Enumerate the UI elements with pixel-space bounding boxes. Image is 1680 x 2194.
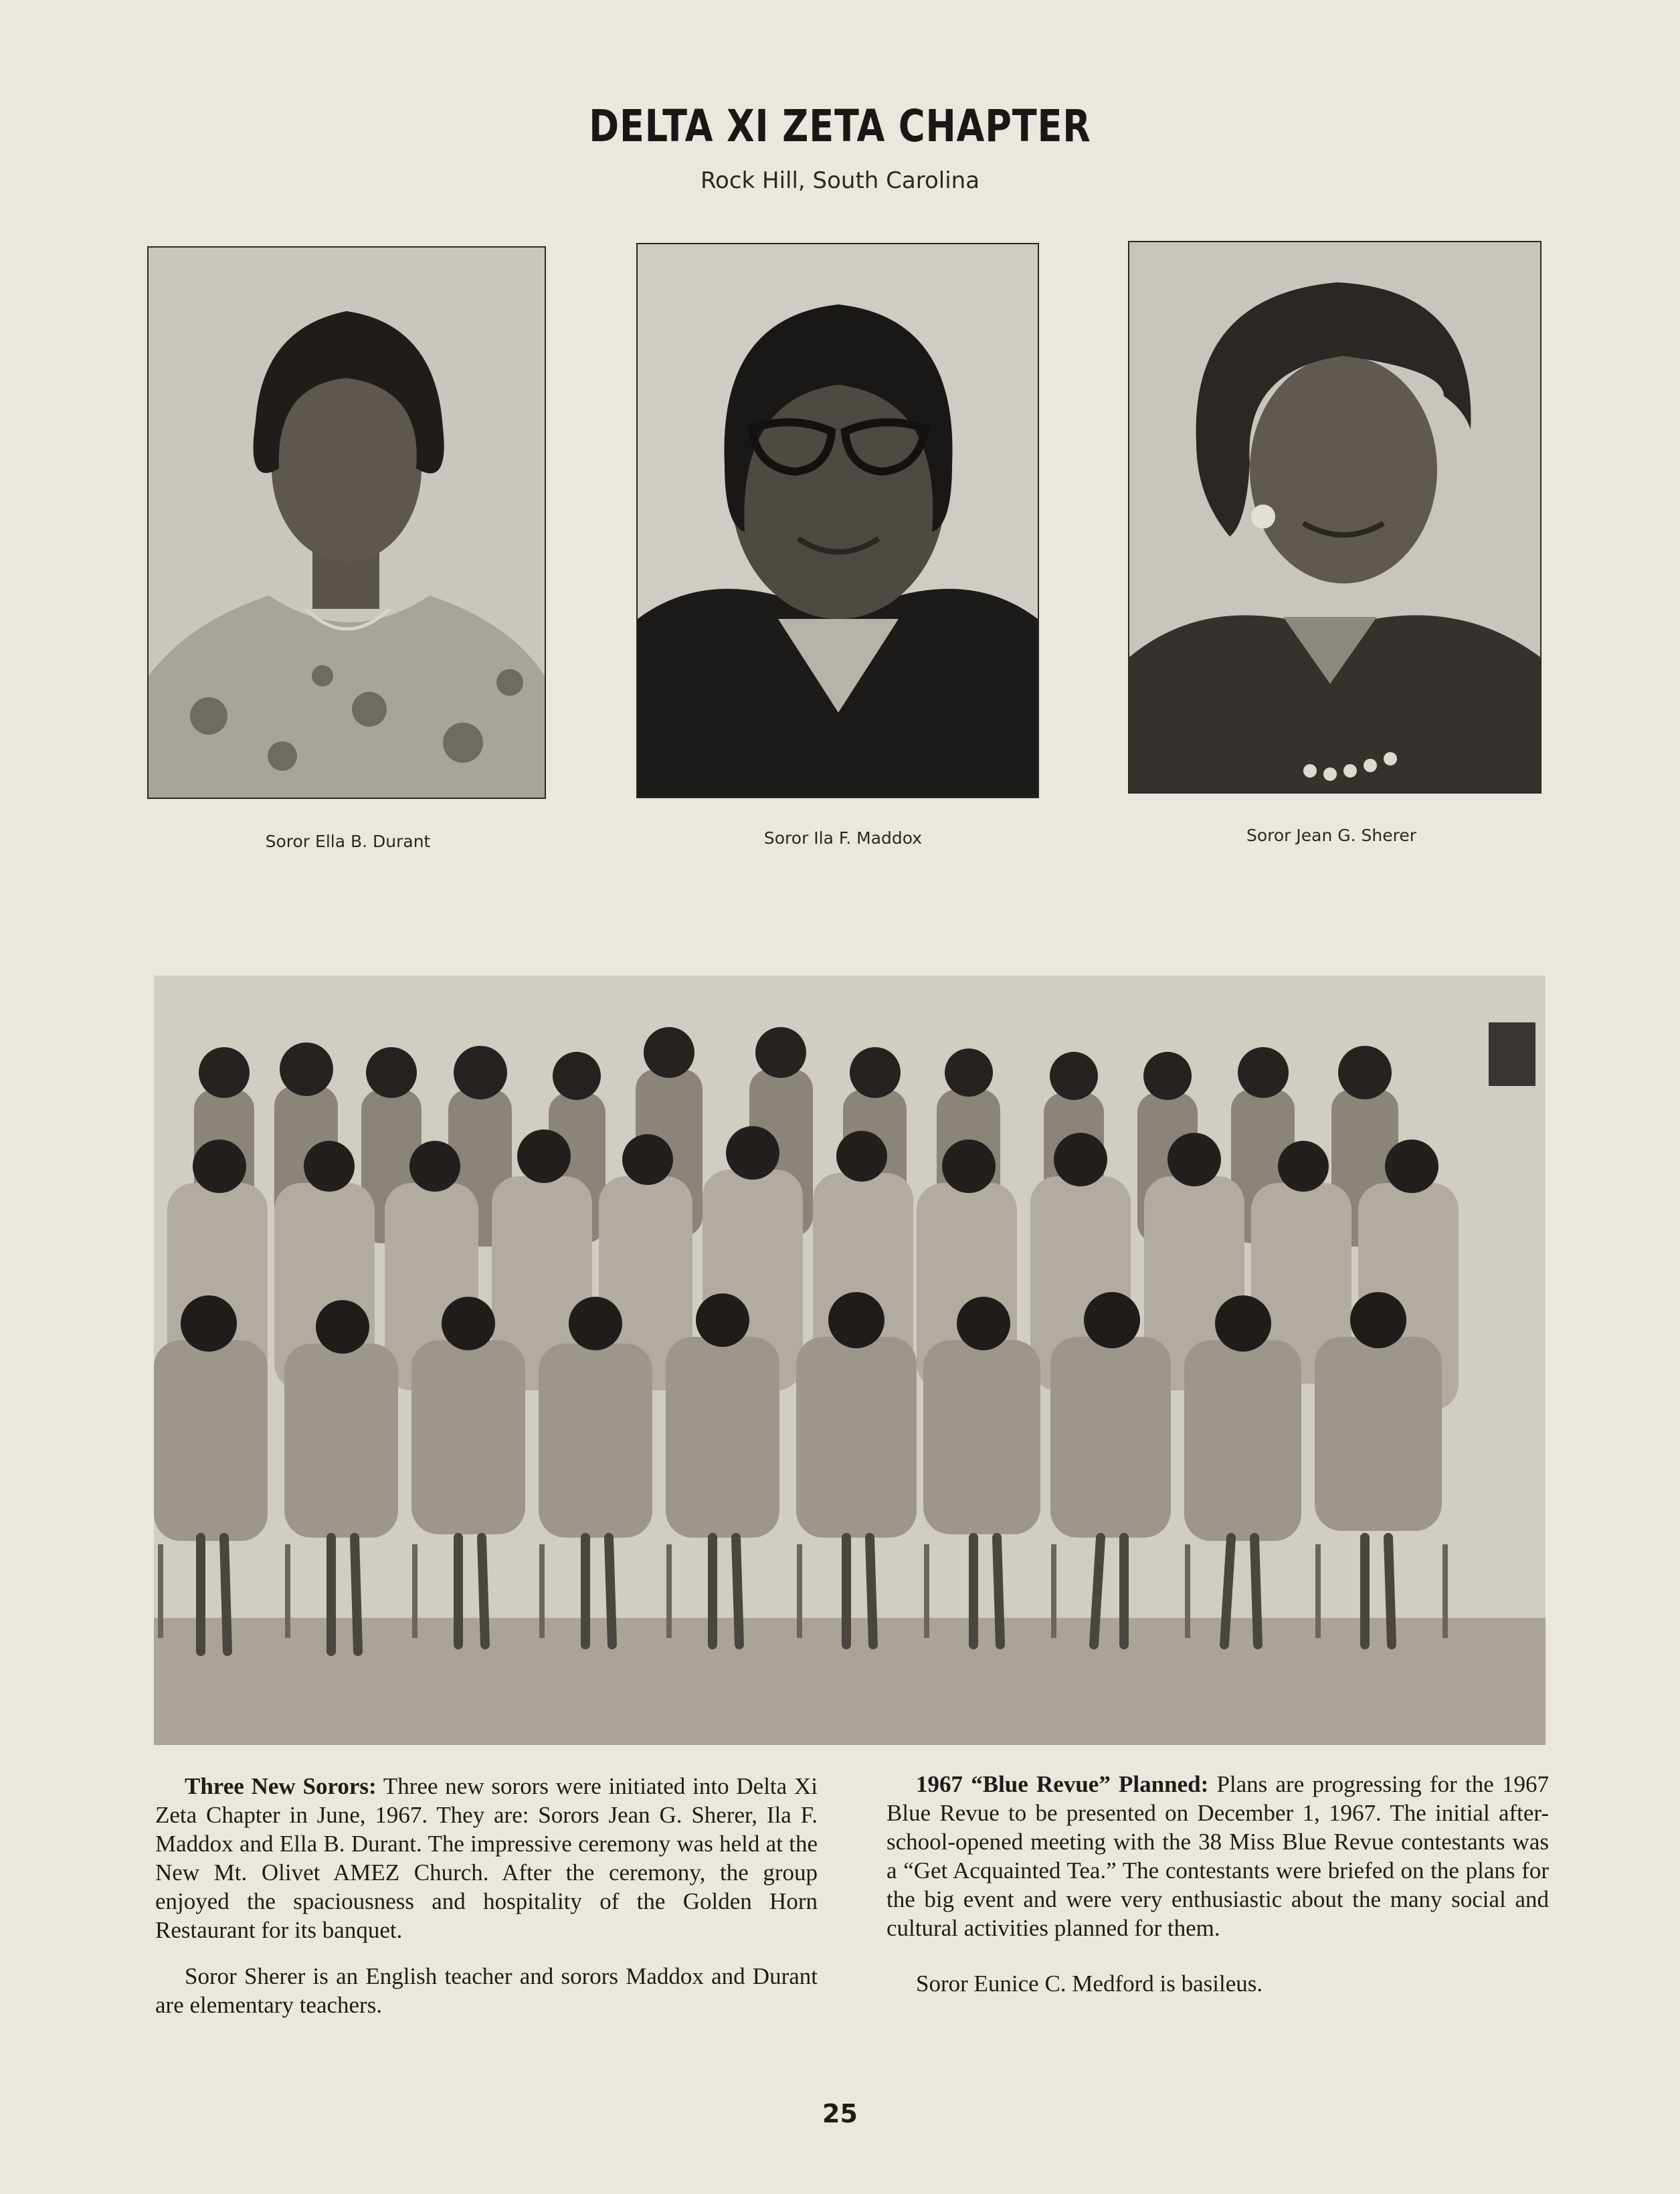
- portrait-photo-sherer: [1128, 241, 1542, 794]
- portrait-maddox-image: [638, 244, 1038, 797]
- article-new-sorors: [155, 1772, 818, 2037]
- article-blue-revue-paragraph-2: Soror Eunice C. Medford is basileus.: [916, 1971, 1263, 1997]
- group-photo-image: [154, 976, 1546, 1745]
- portrait-sherer-image: [1129, 242, 1540, 792]
- group-photo: [154, 976, 1546, 1745]
- article-blue-revue-paragraph-1: [886, 1770, 1549, 1942]
- portrait-caption-maddox: Soror Ila F. Maddox: [763, 828, 923, 848]
- article-new-sorors-paragraph-1: [155, 1772, 818, 1944]
- page-number: 25: [822, 2099, 858, 2128]
- portrait-photo-maddox: [636, 243, 1039, 798]
- page-title: DELTA XI ZETA CHAPTER: [589, 100, 1091, 152]
- article-new-sorors-heading: Three New Sorors:: [185, 1773, 377, 1799]
- portrait-caption-sherer: Soror Jean G. Sherer: [1246, 826, 1417, 845]
- article-blue-revue-heading: 1967 “Blue Revue” Planned:: [916, 1771, 1209, 1797]
- portrait-durant-image: [149, 248, 545, 798]
- article-blue-revue-text-1: Plans are progressing for the 1967 Blue Revue to be presented on December 1, 1967. The initial after-school-opened meeting with the 38 Miss Blue Revue contestants was a “Get Acquainted Tea.” The contestants were briefed on the plans for the big event and were very enthusiastic about the many social and cultural activities planned for them.: [886, 1771, 1549, 1941]
- portrait-photo-durant: [147, 246, 546, 799]
- page-subtitle: Rock Hill, South Carolina: [700, 167, 980, 194]
- article-new-sorors-paragraph-2: Soror Sherer is an English teacher and sorors Maddox and Durant are elementary teachers.: [155, 1963, 818, 2018]
- portrait-caption-durant: Soror Ella B. Durant: [265, 832, 431, 851]
- article-blue-revue: [886, 1770, 1549, 2015]
- article-new-sorors-text-1: Three new sorors were initiated into Delta Xi Zeta Chapter in June, 1967. They are: Sorors Jean G. Sherer, Ila F. Maddox and Ella B. Durant. The impressive ceremony was held at the New Mt. Olivet AMEZ Church. After the ceremony, the group enjoyed the spaciousness and hospitality of the Golden Horn Restaurant for its banquet.: [155, 1773, 818, 1943]
